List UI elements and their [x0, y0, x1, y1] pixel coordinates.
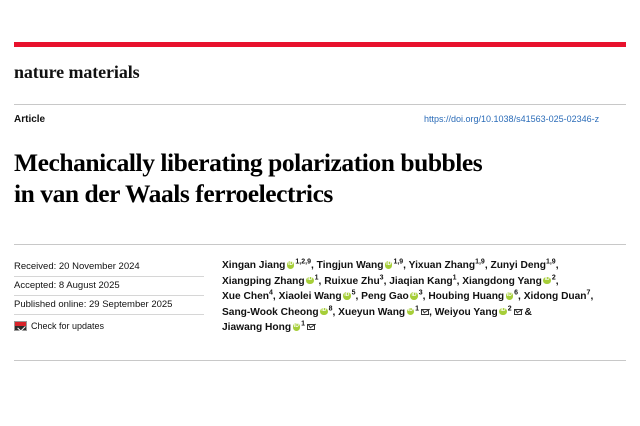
crossmark-icon — [14, 321, 27, 331]
affiliation-marker: 1,9 — [545, 258, 556, 266]
author-separator: & — [521, 306, 532, 318]
author-name[interactable]: Xidong Duan — [523, 291, 587, 302]
orcid-icon[interactable] — [306, 277, 314, 285]
author-name[interactable]: Houbing Huang — [428, 291, 505, 302]
affiliation-marker: 6 — [514, 289, 519, 297]
author-name[interactable]: Ruixue Zhu — [324, 275, 380, 287]
author-name[interactable]: Zunyi Deng — [490, 260, 546, 271]
divider-under-title — [14, 244, 626, 245]
author-separator: , — [518, 291, 524, 302]
author-line — [222, 258, 624, 274]
affiliation-marker: 1 — [301, 320, 305, 328]
page-title — [14, 147, 624, 209]
author-name[interactable]: Tingjun Wang — [316, 260, 384, 271]
orcid-icon[interactable] — [407, 308, 415, 316]
affiliation-marker: 1 — [314, 274, 319, 282]
author-line — [222, 320, 624, 336]
accepted-date: Accepted: 8 August 2025 — [14, 277, 204, 296]
affiliation-marker: 3 — [418, 289, 423, 297]
author-separator: , — [383, 275, 390, 287]
author-name[interactable]: Xingan Jiang — [222, 260, 286, 271]
affiliation-marker: 1,9 — [393, 258, 404, 266]
author-name[interactable]: Peng Gao — [361, 291, 409, 302]
affiliation-marker: 2 — [551, 274, 556, 282]
orcid-icon[interactable] — [499, 308, 507, 316]
orcid-icon[interactable] — [385, 261, 393, 269]
affiliation-marker: 7 — [586, 289, 591, 297]
author-separator: , — [555, 275, 559, 287]
affiliation-marker: 1 — [415, 305, 420, 313]
author-separator: , — [429, 306, 435, 318]
orcid-icon[interactable] — [343, 292, 351, 300]
article-type-label: Article — [14, 114, 46, 125]
author-name[interactable]: Yixuan Zhang — [408, 260, 476, 271]
orcid-icon[interactable] — [320, 308, 328, 316]
affiliation-marker: 4 — [268, 289, 273, 297]
affiliation-marker: 3 — [379, 274, 384, 282]
published-date: Published online: 29 September 2025 — [14, 296, 204, 315]
author-separator: , — [310, 260, 317, 271]
author-name[interactable]: Xueyun Wang — [338, 306, 406, 318]
envelope-icon[interactable] — [421, 309, 429, 315]
orcid-icon[interactable] — [287, 261, 295, 269]
author-separator: , — [332, 306, 339, 318]
paper-title-line-1: Mechanically liberating polarization bubbles — [14, 148, 483, 178]
author-separator: , — [555, 260, 559, 271]
author-name[interactable]: Xue Chen — [222, 291, 269, 302]
journal-masthead: nature materials — [14, 62, 140, 82]
paper-sheet — [0, 30, 640, 396]
affiliation-marker: 8 — [328, 305, 333, 313]
orcid-icon[interactable] — [410, 292, 418, 300]
envelope-icon[interactable] — [307, 324, 315, 330]
orcid-icon[interactable] — [543, 277, 551, 285]
author-name[interactable]: Sang-Wook Cheong — [222, 306, 319, 318]
doi-link[interactable]: https://doi.org/10.1038/s41563-025-02346-z — [424, 114, 600, 124]
author-name[interactable]: Xiaolei Wang — [278, 291, 342, 302]
author-name[interactable]: Xiangping Zhang — [222, 275, 305, 287]
affiliation-marker: 1,9 — [475, 258, 485, 266]
envelope-icon[interactable] — [514, 309, 522, 315]
orcid-icon[interactable] — [293, 323, 301, 331]
author-separator: , — [403, 260, 409, 271]
author-separator: , — [590, 291, 594, 302]
author-line — [222, 274, 624, 290]
affiliation-marker: 2 — [507, 305, 512, 313]
received-date: Received: 20 November 2024 — [14, 258, 204, 277]
orcid-icon[interactable] — [506, 292, 514, 300]
paper-title-line-2: in van der Waals ferroelectrics — [14, 179, 333, 209]
author-separator: , — [355, 291, 362, 302]
author-separator: , — [318, 275, 325, 287]
page-top-margin — [0, 0, 640, 30]
affiliation-marker: 1,2,9 — [295, 258, 311, 266]
check-for-updates-label: Check for updates — [31, 321, 105, 331]
author-name[interactable]: Xiangdong Yang — [462, 275, 542, 287]
page-bottom-margin — [0, 396, 640, 426]
author-name[interactable]: Weiyou Yang — [434, 306, 498, 318]
author-name[interactable]: Jiawang Hong — [222, 322, 292, 333]
author-line — [222, 305, 624, 321]
affiliation-marker: 5 — [351, 289, 356, 297]
author-separator: , — [456, 275, 463, 287]
author-list — [222, 258, 624, 336]
author-separator: , — [484, 260, 491, 271]
divider-under-masthead — [14, 104, 626, 105]
author-separator: , — [422, 291, 429, 302]
publication-history — [14, 258, 204, 331]
journal-accent-rule — [14, 42, 626, 47]
author-name[interactable]: Jiaqian Kang — [389, 275, 453, 287]
divider-bottom — [14, 360, 626, 361]
author-line — [222, 289, 624, 305]
affiliation-marker: 1 — [452, 274, 457, 282]
author-separator: , — [272, 291, 279, 302]
check-for-updates-button[interactable] — [14, 321, 204, 331]
